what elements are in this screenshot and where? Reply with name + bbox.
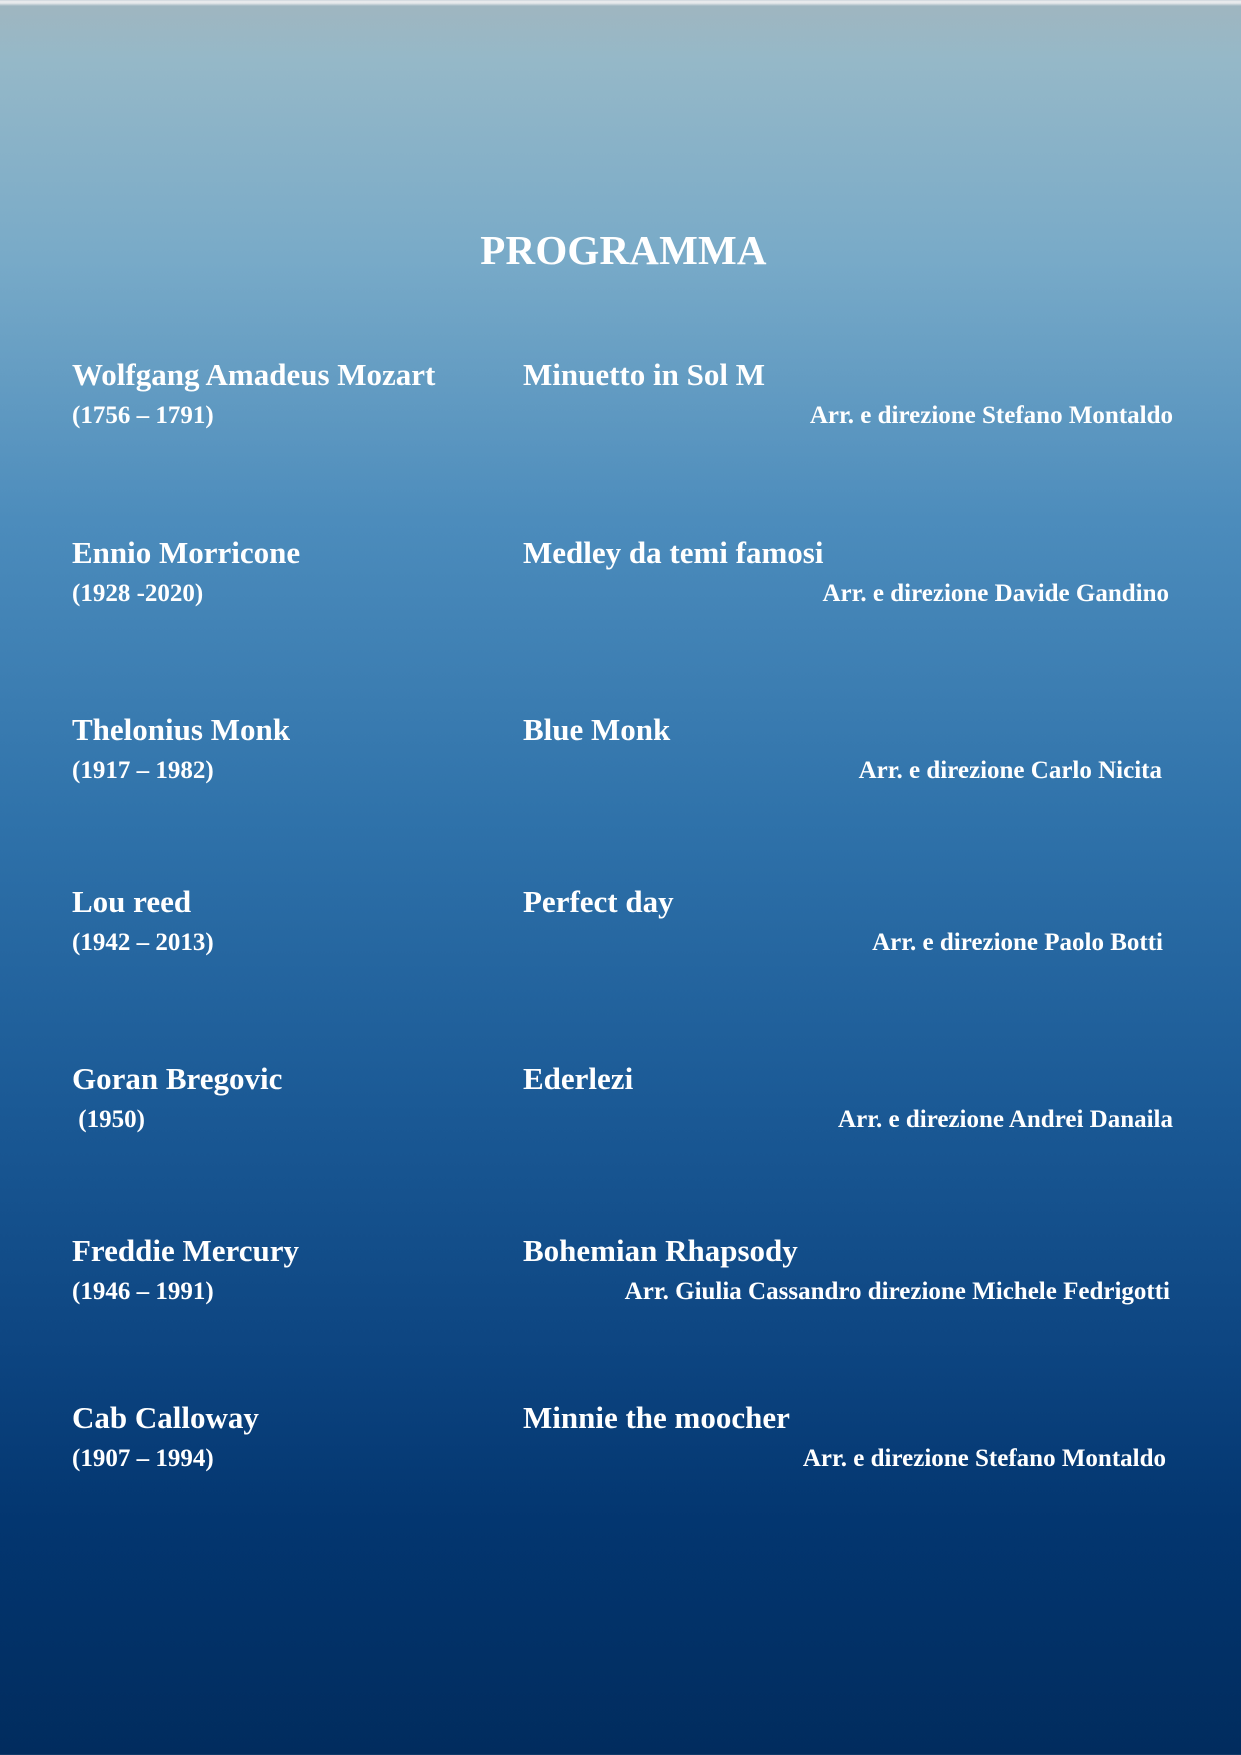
arrangement-credit: Arr. Giulia Cassandro direzione Michele Fedrigotti (624, 1278, 1170, 1305)
composer-dates: (1907 – 1994) (72, 1445, 214, 1472)
piece-title: Minnie the moocher (523, 1400, 790, 1435)
program-entry-mozart (0, 357, 1241, 447)
composer-name: Cab Calloway (72, 1400, 259, 1435)
piece-title: Minuetto in Sol M (523, 357, 765, 392)
composer-name: Lou reed (72, 884, 192, 919)
program-entry-reed (0, 884, 1241, 974)
piece-title: Blue Monk (523, 712, 671, 747)
arrangement-credit: Arr. e direzione Davide Gandino (822, 580, 1169, 607)
arrangement-credit: Arr. e direzione Carlo Nicita (858, 757, 1162, 784)
piece-title: Medley da temi famosi (523, 535, 824, 570)
composer-dates: (1928 -2020) (72, 580, 204, 607)
composer-name: Wolfgang Amadeus Mozart (72, 357, 436, 392)
program-entry-mercury (0, 1233, 1241, 1323)
program-entry-monk (0, 712, 1241, 802)
program-entry-bregovic (0, 1061, 1241, 1151)
piece-title: Perfect day (523, 884, 674, 919)
composer-name: Ennio Morricone (72, 535, 301, 570)
program-entry-calloway (0, 1400, 1241, 1490)
composer-dates: (1756 – 1791) (72, 402, 214, 429)
composer-dates: (1917 – 1982) (72, 757, 214, 784)
composer-name: Freddie Mercury (72, 1233, 299, 1268)
program-entry-morricone (0, 535, 1241, 625)
page-title: PROGRAMMA (480, 227, 767, 273)
arrangement-credit: Arr. e direzione Paolo Botti (872, 929, 1163, 956)
piece-title: Bohemian Rhapsody (523, 1233, 798, 1268)
arrangement-credit: Arr. e direzione Stefano Montaldo (802, 1445, 1166, 1472)
composer-dates: (1950) (72, 1106, 145, 1133)
arrangement-credit: Arr. e direzione Andrei Danaila (838, 1106, 1173, 1133)
piece-title: Ederlezi (523, 1061, 634, 1096)
composer-dates: (1946 – 1991) (72, 1278, 214, 1305)
composer-name: Goran Bregovic (72, 1061, 283, 1096)
composer-name: Thelonius Monk (72, 712, 290, 747)
arrangement-credit: Arr. e direzione Stefano Montaldo (809, 402, 1173, 429)
composer-dates: (1942 – 2013) (72, 929, 214, 956)
